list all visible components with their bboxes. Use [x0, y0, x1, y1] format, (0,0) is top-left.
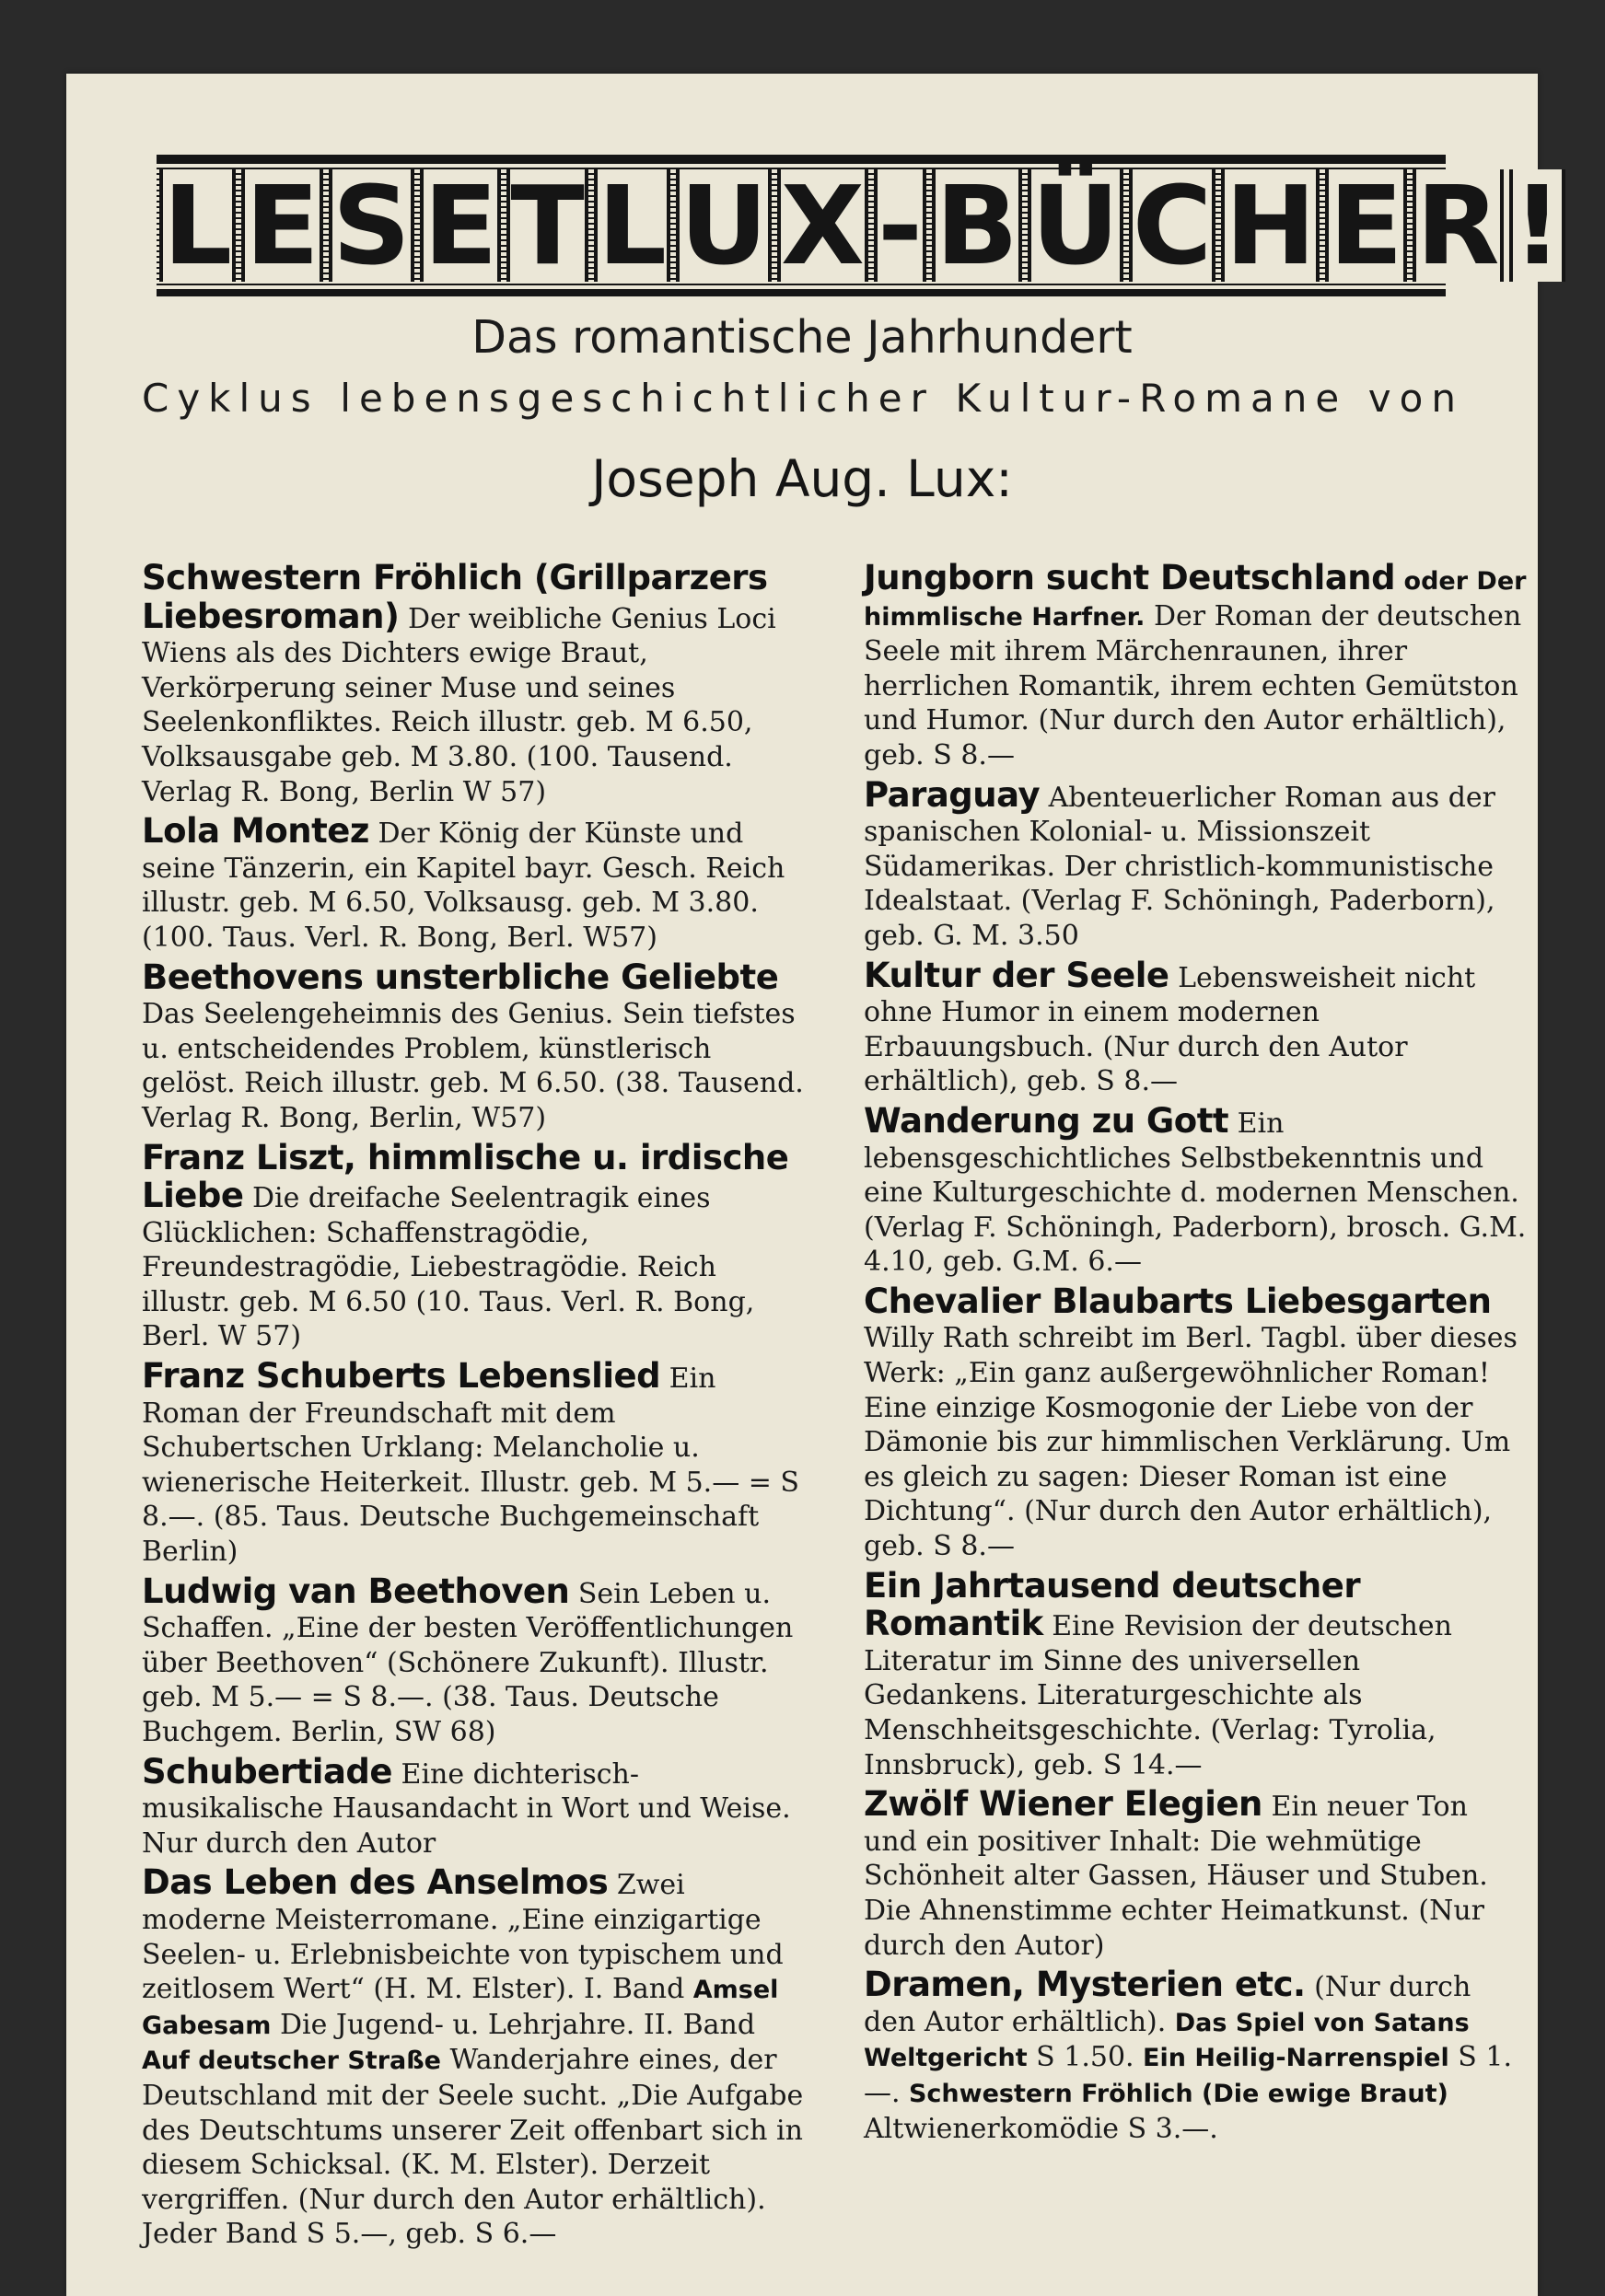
book-entry	[864, 1100, 1529, 1280]
banner-letter: -	[874, 169, 926, 282]
book-description: S 1.—.	[864, 2041, 1512, 2109]
book-entry	[864, 1565, 1529, 1783]
book-entry	[142, 1358, 807, 1570]
book-title: Wanderung zu Gott	[864, 1100, 1229, 1141]
book-description: Abenteuerlicher Roman aus der spanischen Kolonial- u. Missionszeit Südamerikas. Der christlich-kommunistische Idealstaat. (Verlag F. Schöningh, Paderborn), geb. G. M. 3.50	[864, 781, 1496, 952]
flyer-page	[66, 74, 1563, 2296]
book-subtitle: oder Der himmlische Harfner.	[864, 567, 1527, 632]
book-description: Lebensweisheit nicht ohne Humor in einem modernen Erbauungsbuch. (Nur durch den Autor erhältlich), geb. S 8.—	[864, 961, 1476, 1098]
banner-letter: T	[506, 169, 588, 282]
banner-letter: C	[1129, 169, 1216, 282]
book-entry	[864, 1283, 1529, 1564]
book-description: Ein Roman der Freundschaft mit dem Schubertschen Urklang: Melancholie u. wienerische Heiterkeit. Illustr. geb. M 5.— = S 8.—. (85. Taus. Deutsche Buchgemeinschaft Berlin)	[142, 1363, 799, 1569]
book-entry	[142, 959, 807, 1136]
book-entry	[142, 1751, 807, 1861]
book-entry	[864, 774, 1529, 954]
book-title: Schwestern Fröhlich (Grillparzers Liebesroman)	[142, 558, 768, 636]
banner-letter: L	[594, 169, 670, 282]
book-description: Willy Rath schreibt im Berl. Tagbl. über dieses Werk: „Ein ganz außergewöhnlicher Roman! Eine einzige Kosmogonie der Liebe von der Dämonie bis zur himmlischen Verklärung. Um es gleich zu sagen: Dieser Roman ist eine Dichtung“. (Nur durch den Autor erhältlich), geb. S 8.—	[864, 1322, 1518, 1563]
book-entry	[864, 957, 1529, 1099]
banner-letter: Ü	[1028, 169, 1123, 282]
banner-letter: !	[1509, 169, 1566, 282]
book-title: Chevalier Blaubarts Liebesgarten	[864, 1281, 1492, 1321]
book-title: Paraguay	[864, 774, 1041, 815]
book-title: Franz Liszt, himmlische u. irdische Liebe	[142, 1137, 789, 1216]
book-title: Kultur der Seele	[864, 955, 1169, 995]
cycle-word: Kultur-Romane	[955, 376, 1348, 421]
book-title: Ein Jahrtausend deutscher Romantik	[864, 1565, 1361, 1644]
cycle-word: Cyklus	[142, 376, 320, 421]
book-title: Zwölf Wiener Elegien	[864, 1784, 1262, 1825]
book-description: S 1.50.	[1027, 2041, 1134, 2074]
banner-letter: R	[1413, 169, 1504, 282]
book-title: Schubertiade	[142, 1751, 393, 1792]
banner-letter: E	[420, 169, 502, 282]
right-column	[864, 560, 1529, 2150]
book-entry	[142, 560, 807, 809]
volume-title: Auf deutscher Straße	[142, 2047, 441, 2076]
book-description: Die Jugend- u. Lehrjahre. II. Band	[271, 2008, 756, 2041]
book-description: (Nur durch den Autor erhältlich).	[864, 1971, 1471, 2038]
book-title: Jungborn sucht Deutschland	[864, 558, 1396, 597]
book-entry	[864, 560, 1529, 773]
work-title: Das Spiel von Satans Weltgericht	[864, 2008, 1470, 2073]
banner-letter: S	[329, 169, 414, 282]
book-entry	[864, 1786, 1529, 1963]
book-entry	[142, 1864, 807, 2252]
book-description: Ein lebensgeschichtliches Selbstbekenntnis und eine Kulturgeschichte d. modernen Menschen. (Verlag F. Schöningh, Paderborn), brosch. G.M. 4.10, geb. G.M. 6.—	[864, 1107, 1527, 1279]
book-title: Lola Montez	[142, 811, 369, 852]
book-description: Altwienerkomödie S 3.—.	[864, 2112, 1218, 2145]
book-description: Der König der Künste und seine Tänzerin, ein Kapitel bayr. Gesch. Reich illustr. geb. M 6.50, Volksausg. geb. M 3.80. (100. Taus. Verl. R. Bong, Berl. W57)	[142, 818, 785, 954]
book-entry	[142, 813, 807, 955]
series-subtitle: Das romantische Jahrhundert	[471, 311, 1133, 364]
work-title: Ein Heilig-Narrenspiel	[1134, 2044, 1449, 2073]
book-description: Die dreifache Seelentragik eines Glücklichen: Schaffenstragödie, Freundestragödie, Liebestragödie. Reich illustr. geb. M 6.50 (10. Taus. Verl. R. Bong, Berl. W 57)	[142, 1182, 755, 1353]
book-description: Sein Leben u. Schaffen. „Eine der besten Veröffentlichungen über Beethoven“ (Schönere Zukunft). Illustr. geb. M 5.— = S 8.—. (38. Taus. Deutsche Buchgem. Berlin, SW 68)	[142, 1577, 794, 1748]
cycle-word: von	[1367, 376, 1464, 421]
work-title: Schwestern Fröhlich (Die ewige Braut)	[900, 2079, 1448, 2108]
banner-letter: U	[676, 169, 772, 282]
banner-letter: E	[1325, 169, 1407, 282]
book-title: Ludwig van Beethoven	[142, 1571, 570, 1611]
book-description: Zwei moderne Meisterromane. „Eine einzigartige Seelen- u. Erlebnisbeichte von typischem und zeitlosem Wert“ (H. M. Elster). I. Band	[142, 1869, 784, 2006]
banner-letter: B	[932, 169, 1022, 282]
book-description: Der Roman der deutschen Seele mit ihrem Märchenraunen, ihrer herrlichen Romantik, ihrem echten Gemütston und Humor. (Nur durch den Autor erhältlich), geb. S 8.—	[864, 599, 1522, 771]
cycle-line	[142, 376, 1464, 421]
book-title: Dramen, Mysterien etc.	[864, 1965, 1306, 2005]
book-entry	[142, 1137, 807, 1355]
banner-letter: L	[159, 169, 236, 282]
book-description: Eine dichterisch-musikalische Hausandacht in Wort und Weise. Nur durch den Autor	[142, 1757, 791, 1860]
banner-letter: E	[241, 169, 323, 282]
book-title: Franz Schuberts Lebenslied	[142, 1356, 661, 1397]
left-column	[142, 560, 807, 2255]
book-title: Beethovens unsterbliche Geliebte	[142, 957, 779, 997]
author-name: Joseph Aug. Lux:	[591, 449, 1013, 508]
book-title: Das Leben des Anselmos	[142, 1862, 609, 1903]
banner-letter: X	[777, 169, 868, 282]
banner-headline	[157, 155, 1563, 296]
banner-letter: H	[1221, 169, 1320, 282]
book-entry	[864, 1966, 1529, 2146]
book-description: Wanderjahre eines, der Deutschland mit der Seele sucht. „Die Aufgabe des Deutschtums unserer Zeit offenbart sich in diesem Schicksal. (K. M. Elster). Derzeit vergriffen. (Nur durch den Autor erhältlich). Jeder Band S 5.—, geb. S 6.—	[142, 2044, 804, 2251]
volume-title: Amsel Gabesam	[142, 1976, 779, 2040]
book-description: Ein neuer Ton und ein positiver Inhalt: Die wehmütige Schönheit alter Gassen, Häuser und Stuben. Die Ahnenstimme echter Heimatkunst. (Nur durch den Autor)	[864, 1791, 1488, 1962]
book-description: Der weibliche Genius Loci Wiens als des Dichters ewige Braut, Verkörperung seiner Muse und seines Seelenkonfliktes. Reich illustr. geb. M 6.50, Volksausgabe geb. M 3.80. (100. Tausend. Verlag R. Bong, Berlin W 57)	[142, 602, 776, 808]
cycle-word: lebensgeschichtlicher	[340, 376, 935, 421]
book-entry	[142, 1573, 807, 1750]
book-description: Eine Revision der deutschen Literatur im Sinne des universellen Gedankens. Literaturgeschichte als Menschheitsgeschichte. (Verlag: Tyrolia, Innsbruck), geb. S 14.—	[864, 1610, 1452, 1781]
book-description: Das Seelengeheimnis des Genius. Sein tiefstes u. entscheidendes Problem, künstlerisch gelöst. Reich illustr. geb. M 6.50. (38. Tausend. Verlag R. Bong, Berlin, W57)	[142, 998, 804, 1134]
